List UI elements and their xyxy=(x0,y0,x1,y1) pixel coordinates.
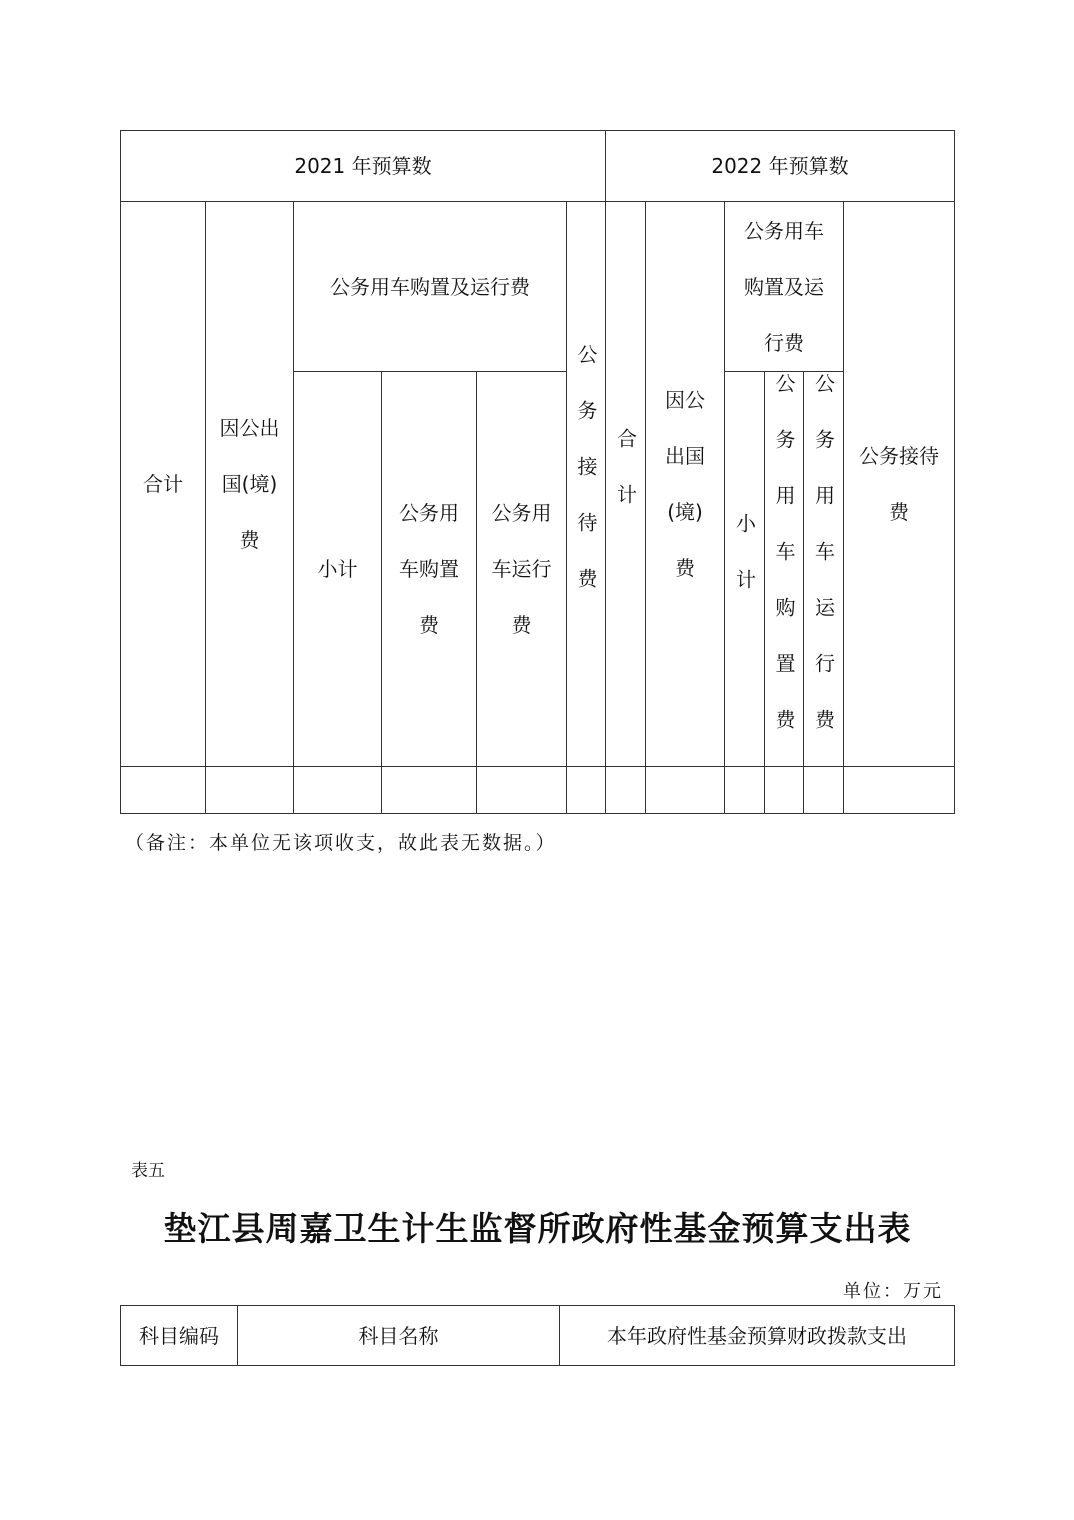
table5-header-code: 科目编码 xyxy=(139,1323,219,1348)
col-2022-vehicle-group: 公务用车 购置及运 行费 xyxy=(744,218,824,355)
col-2022-vehicle-operation: 公务用车运行费 xyxy=(811,373,836,765)
col-2022-subtotal: 小计 xyxy=(732,513,757,625)
col-2021-reception: 公务接待费 xyxy=(574,344,598,624)
col-2021-vehicle-purchase: 公务用 车购置 费 xyxy=(399,501,459,637)
unit-label: 单位：万元 xyxy=(843,1281,943,1302)
table-border-bottom xyxy=(120,813,955,814)
table-label: 表五 xyxy=(131,1161,165,1181)
table-border-right xyxy=(954,130,955,814)
col-2021-abroad: 因公出 国(境) 费 xyxy=(219,416,280,552)
col-2021-subtotal: 小计 xyxy=(317,557,358,581)
col-2022-reception: 公务接待 费 xyxy=(859,444,939,524)
col-2022-total: 合计 xyxy=(613,428,638,540)
table-note: （备注：本单位无该项收支，故此表无数据。） xyxy=(125,832,557,854)
header-2021: 2021 年预算数 xyxy=(294,154,432,178)
col-2021-vehicle-group: 公务用车购置及运行费 xyxy=(330,274,530,299)
table-line-body xyxy=(120,766,955,767)
page-title: 垫江县周嘉卫生计生监督所政府性基金预算支出表 xyxy=(163,1209,912,1248)
table5-header-name: 科目名称 xyxy=(358,1323,439,1348)
col-2021-vehicle-operation: 公务用 车运行 费 xyxy=(491,501,552,637)
table5-border-right xyxy=(954,1305,955,1366)
table5-border-bottom xyxy=(120,1365,955,1366)
col-2021-total: 合计 xyxy=(143,472,183,496)
col-2022-vehicle-purchase: 公务用车购置费 xyxy=(772,373,796,765)
col-2022-abroad: 因公 出国 (境) 费 xyxy=(665,388,705,580)
header-2022: 2022 年预算数 xyxy=(711,154,849,178)
table5-header-amount: 本年政府性基金预算财政拨款支出 xyxy=(607,1323,907,1348)
